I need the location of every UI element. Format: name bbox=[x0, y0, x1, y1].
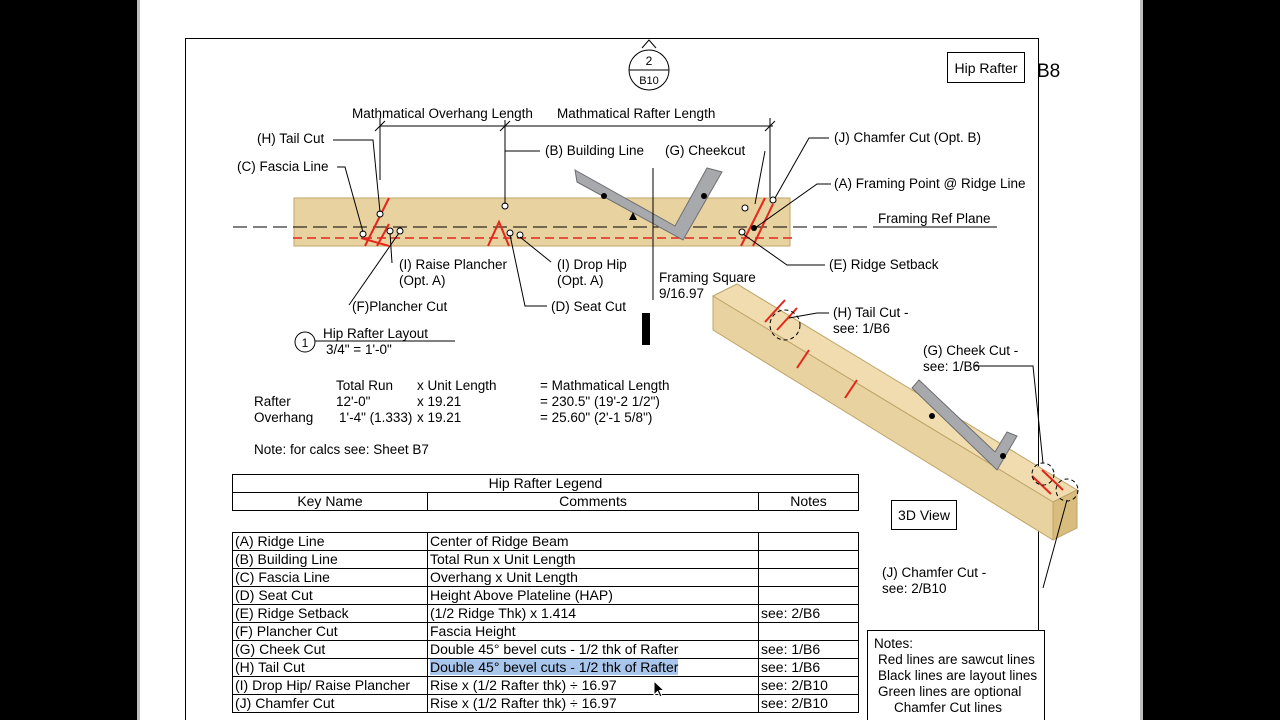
label-3d-chamfer-ref: see: 2/B10 bbox=[882, 581, 947, 596]
legend-comment-selected bbox=[428, 659, 759, 677]
calc-row-run: 1'-4" (1.333) bbox=[339, 410, 413, 425]
callout-bottom: B10 bbox=[639, 75, 659, 87]
legend-key: (E) Ridge Setback bbox=[233, 605, 428, 623]
layout-title bbox=[295, 326, 455, 357]
legend-note: see: 2/B10 bbox=[759, 677, 859, 695]
label-raise-plancher: (I) Raise Plancher bbox=[399, 257, 508, 272]
layout-scale: 3/4" = 1'-0" bbox=[326, 342, 392, 357]
table-row bbox=[233, 623, 859, 641]
label-building-line: (B) Building Line bbox=[545, 143, 645, 158]
label-plancher-cut: (F)Plancher Cut bbox=[352, 299, 448, 314]
label-tail-cut: (H) Tail Cut bbox=[257, 131, 325, 146]
label-chamfer-cut: (J) Chamfer Cut (Opt. B) bbox=[834, 130, 982, 145]
legend-note bbox=[759, 569, 859, 587]
dimension-lines bbox=[375, 118, 775, 200]
label-drop-hip: (I) Drop Hip bbox=[557, 257, 627, 272]
table-row bbox=[233, 551, 859, 569]
legend-comment[interactable]: Center of Ridge Beam bbox=[428, 533, 759, 551]
table-row bbox=[233, 641, 859, 659]
label-3d-tail-cut: (H) Tail Cut - bbox=[833, 305, 909, 320]
callout-top: 2 bbox=[645, 54, 653, 68]
sheet-number: B8 bbox=[1037, 61, 1061, 82]
label-framing-square: Framing Square bbox=[659, 270, 756, 285]
notes-box bbox=[867, 630, 1045, 720]
calc-row-label: Rafter bbox=[254, 394, 291, 409]
label-3d-tail-cut-ref: see: 1/B6 bbox=[833, 321, 891, 336]
legend-title: Hip Rafter Legend bbox=[233, 475, 859, 493]
legend-header-comments: Comments bbox=[428, 493, 759, 511]
legend-note: see: 2/B6 bbox=[759, 605, 859, 623]
notes-title: Notes: bbox=[874, 636, 914, 651]
legend-key: (G) Cheek Cut bbox=[233, 641, 428, 659]
table-row bbox=[233, 533, 859, 551]
legend-comment[interactable]: (1/2 Ridge Thk) x 1.414 bbox=[428, 605, 759, 623]
label-cheekcut: (G) Cheekcut bbox=[665, 143, 746, 158]
legend-key: (I) Drop Hip/ Raise Plancher bbox=[233, 677, 428, 695]
legend-key: (J) Chamfer Cut bbox=[233, 695, 428, 713]
legend-comment[interactable]: Rise x (1/2 Rafter thk) ÷ 16.97 bbox=[428, 677, 759, 695]
legend-note bbox=[759, 623, 859, 641]
calc-row-unit: x 19.21 bbox=[417, 394, 462, 409]
legend-header-notes: Notes bbox=[759, 493, 859, 511]
label-framing-ref-plane: Framing Ref Plane bbox=[878, 211, 991, 226]
label-framing-square-ratio: 9/16.97 bbox=[659, 286, 705, 301]
label-3d-cheek-cut-ref: see: 1/B6 bbox=[923, 359, 981, 374]
layout-title-text: Hip Rafter Layout bbox=[323, 326, 429, 341]
label-raise-plancher-opt: (Opt. A) bbox=[399, 273, 446, 288]
legend-comment[interactable]: Height Above Plateline (HAP) bbox=[428, 587, 759, 605]
legend-comment[interactable]: Rise x (1/2 Rafter thk) ÷ 16.97 bbox=[428, 695, 759, 713]
table-row bbox=[233, 605, 859, 623]
legend-comment[interactable]: Double 45° bevel cuts - 1/2 thk of Rafter bbox=[428, 641, 759, 659]
layout-number: 1 bbox=[301, 336, 309, 350]
notes-line: Red lines are sawcut lines bbox=[878, 652, 1035, 667]
legend-key: (H) Tail Cut bbox=[233, 659, 428, 677]
label-drop-hip-opt: (Opt. A) bbox=[557, 273, 604, 288]
selected-text[interactable]: Double 45° bevel cuts - 1/2 thk of Rafter bbox=[430, 659, 679, 675]
label-3d-cheek-cut: (G) Cheek Cut - bbox=[923, 343, 1019, 358]
legend-comment[interactable]: Overhang x Unit Length bbox=[428, 569, 759, 587]
legend-key: (B) Building Line bbox=[233, 551, 428, 569]
legend-note: see: 1/B6 bbox=[759, 659, 859, 677]
title-box: Hip Rafter bbox=[947, 52, 1025, 83]
legend-key: (A) Ridge Line bbox=[233, 533, 428, 551]
legend-note: see: 1/B6 bbox=[759, 641, 859, 659]
calc-header-run: Total Run bbox=[336, 378, 394, 393]
label-ridge-setback: (E) Ridge Setback bbox=[829, 257, 939, 272]
calc-row-label: Overhang bbox=[254, 410, 314, 425]
legend-note bbox=[759, 533, 859, 551]
mouse-cursor-icon bbox=[653, 680, 667, 700]
notes-line: Black lines are layout lines bbox=[878, 668, 1038, 683]
legend-key: (F) Plancher Cut bbox=[233, 623, 428, 641]
notes-line: Green lines are optional bbox=[878, 684, 1022, 699]
legend-note bbox=[759, 587, 859, 605]
overhang-dimension-label: Mathmatical Overhang Length bbox=[352, 106, 533, 121]
calc-note: Note: for calcs see: Sheet B7 bbox=[254, 442, 429, 457]
legend-header-key: Key Name bbox=[233, 493, 428, 511]
rafter-dimension-label: Mathmatical Rafter Length bbox=[557, 106, 716, 121]
legend-key: (C) Fascia Line bbox=[233, 569, 428, 587]
calc-row-run: 12'-0" bbox=[336, 394, 371, 409]
calc-row-unit: x 19.21 bbox=[417, 410, 462, 425]
legend-key: (D) Seat Cut bbox=[233, 587, 428, 605]
label-3d-chamfer: (J) Chamfer Cut - bbox=[882, 565, 987, 580]
notes-line: Chamfer Cut lines bbox=[894, 700, 1003, 715]
legend-comment[interactable]: Fascia Height bbox=[428, 623, 759, 641]
legend-header-table bbox=[232, 474, 859, 511]
table-row bbox=[233, 569, 859, 587]
document-page bbox=[137, 0, 1143, 720]
table-row bbox=[233, 587, 859, 605]
legend-comment[interactable]: Total Run x Unit Length bbox=[428, 551, 759, 569]
label-seat-cut: (D) Seat Cut bbox=[551, 299, 627, 314]
table-row bbox=[233, 659, 859, 677]
label-framing-point: (A) Framing Point @ Ridge Line bbox=[834, 176, 1026, 191]
legend-table bbox=[232, 532, 859, 713]
calc-row-result: = 230.5" (19'-2 1/2") bbox=[540, 394, 660, 409]
legend-note bbox=[759, 551, 859, 569]
calc-row-result: = 25.60" (2'-1 5/8") bbox=[540, 410, 653, 425]
3d-view-box: 3D View bbox=[891, 500, 957, 530]
calc-header-result: = Mathmatical Length bbox=[540, 378, 670, 393]
calc-header-unit: x Unit Length bbox=[417, 378, 497, 393]
label-fascia-line: (C) Fascia Line bbox=[237, 159, 329, 174]
table-row bbox=[233, 695, 859, 713]
table-row bbox=[233, 677, 859, 695]
calc-block bbox=[254, 378, 669, 457]
section-callout bbox=[629, 40, 669, 90]
legend-note: see: 2/B10 bbox=[759, 695, 859, 713]
